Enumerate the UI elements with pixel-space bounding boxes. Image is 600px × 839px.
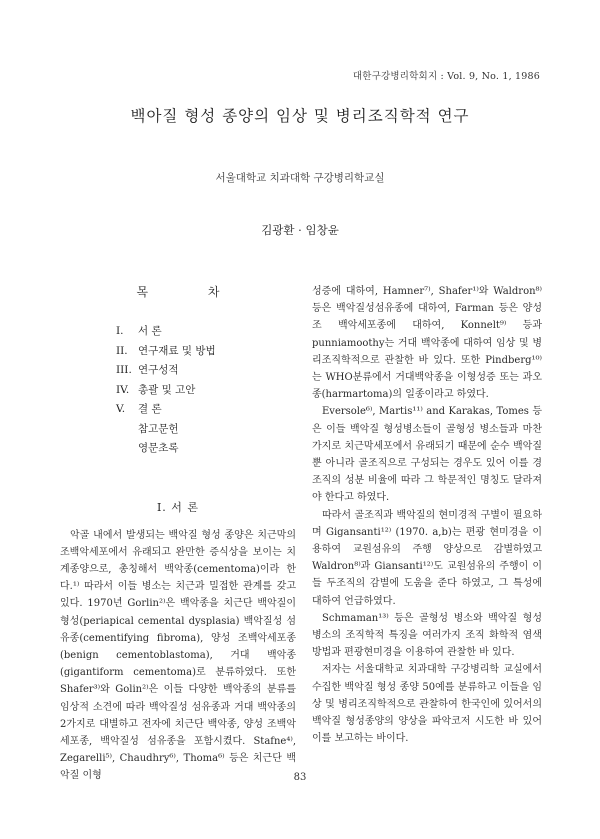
body-paragraph: 악골 내에서 발생되는 백악질 형성 종양은 치근막의 조백악세포에서 유래되고 완만한 증식상을 보이는 치계종양으로, 총칭해서 백악종(cementoma)이라 한다.¹⁾ 따라서 이들 병소는 치근과 밀접한 관계를 갖고 있다. 1970년 Gorlin²⁾은 백악종을 치근단 백악질이형성(periapical cemental dysplasia) 백악질성 섬유종(cementifying fibroma), 양성 조백악세포종(benign cementoblastoma), 거대 백악종(gigantiform cementoma)로 분류하였다. 또한 Shafer³⁾와 Golin²⁾은 이들 다양한 백악종의 분류를 임상적 소견에 따라 백악질성 섬유종과 거대 백악종의 2가지로 대별하고 전자에 치근단 백악종, 양성 조백악세포종, 백악질성 섬유종을 포함시켰다. Stafne⁴⁾, Zegarelli⁵⁾, Chaudhry⁶⁾, Thoma⁶⁾ 등은 치근단 백악질 이형 (60, 529, 296, 782)
authors: 김광환 · 임창윤 (261, 223, 339, 237)
body-paragraph: 저자는 서울대학교 치과대학 구강병리학 교실에서 수집한 백악질 형성 종양 50예를 분류하고 이들을 임상 및 병리조직학적으로 관찰하여 한국인에 있어서의 백악질 형성종양의 양상을 파악코저 시도한 바 있어 이를 보고하는 바이다. (312, 664, 542, 745)
body-paragraph: Schmaman¹³⁾ 등은 골형성 병소와 백악질 형성 병소의 조직학적 특징을 여러가지 조직 화학적 염색방법과 편광현미경을 이용하여 관찰한 바 있다. (312, 612, 542, 659)
page-number: 83 (293, 772, 307, 783)
toc-item: III. 연구성적 (116, 364, 179, 376)
toc-item: II. 연구재료 및 방법 (116, 344, 216, 357)
right-column (312, 283, 542, 747)
body-paragraph: 성증에 대하여, Hamner⁷⁾, Shafer¹⁾와 Waldron⁸⁾ 등은 백악질성섬유종에 대하여, Farman 등은 양성조 백악세포종에 대하여, Konnelt⁹⁾ 등과 punniamoothy는 거대 백악종에 대하여 임상 및 병리조직학적으로 관찰한 바 있다. 또한 Pindberg¹⁰⁾는 WHO분류에서 거대백악종을 이형성증 또는 과오종(harmartoma)의 일종이라고 하였다. (312, 286, 542, 401)
toc-item: 참고문헌 (138, 422, 179, 435)
toc-item: V. 결 론 (116, 403, 162, 415)
paper-title: 백아질 형성 종양의 임상 및 병리조직학적 연구 (130, 107, 470, 125)
toc-item: IV. 총괄 및 고안 (116, 383, 196, 396)
affiliation: 서울대학교 치과대학 구강병리학교실 (215, 172, 385, 184)
toc-item: I. 서 론 (116, 325, 162, 337)
left-column (60, 283, 296, 785)
toc-heading: 목 차 (136, 285, 248, 299)
body-paragraph: Eversole⁶⁾, Martis¹¹⁾ and Karakas, Tomes 등은 이들 백악질 형성병소들이 골형성 병소들과 마찬가지로 치근막세포에서 유래되기 때문에 순수 백악질 뿐 아니라 골조직으로 구성되는 경우도 있어 이를 경조직의 성분 비율에 따라 그 학문적인 명칭도 달라져야 한다고 하였다. (312, 406, 542, 504)
journal-header: 대한구강병리학회지 : Vol. 9, No. 1, 1986 (352, 71, 540, 82)
section-heading: I. 서 론 (156, 500, 200, 514)
body-paragraph: 따라서 골조직과 백악질의 현미경적 구별이 필요하며 Gigansanti¹²⁾ (1970. a,b)는 편광 현미경을 이용하여 교원섬유의 주행 양상으로 감별하였고 Waldron⁸⁾과 Giansanti¹²⁾도 교원섬유의 주행이 이들 두조직의 감별에 도움을 준다 하였고, 그 특성에 대하여 언급하였다. (312, 509, 542, 607)
table-of-contents (116, 322, 296, 459)
toc-item: 영문초록 (138, 442, 179, 454)
